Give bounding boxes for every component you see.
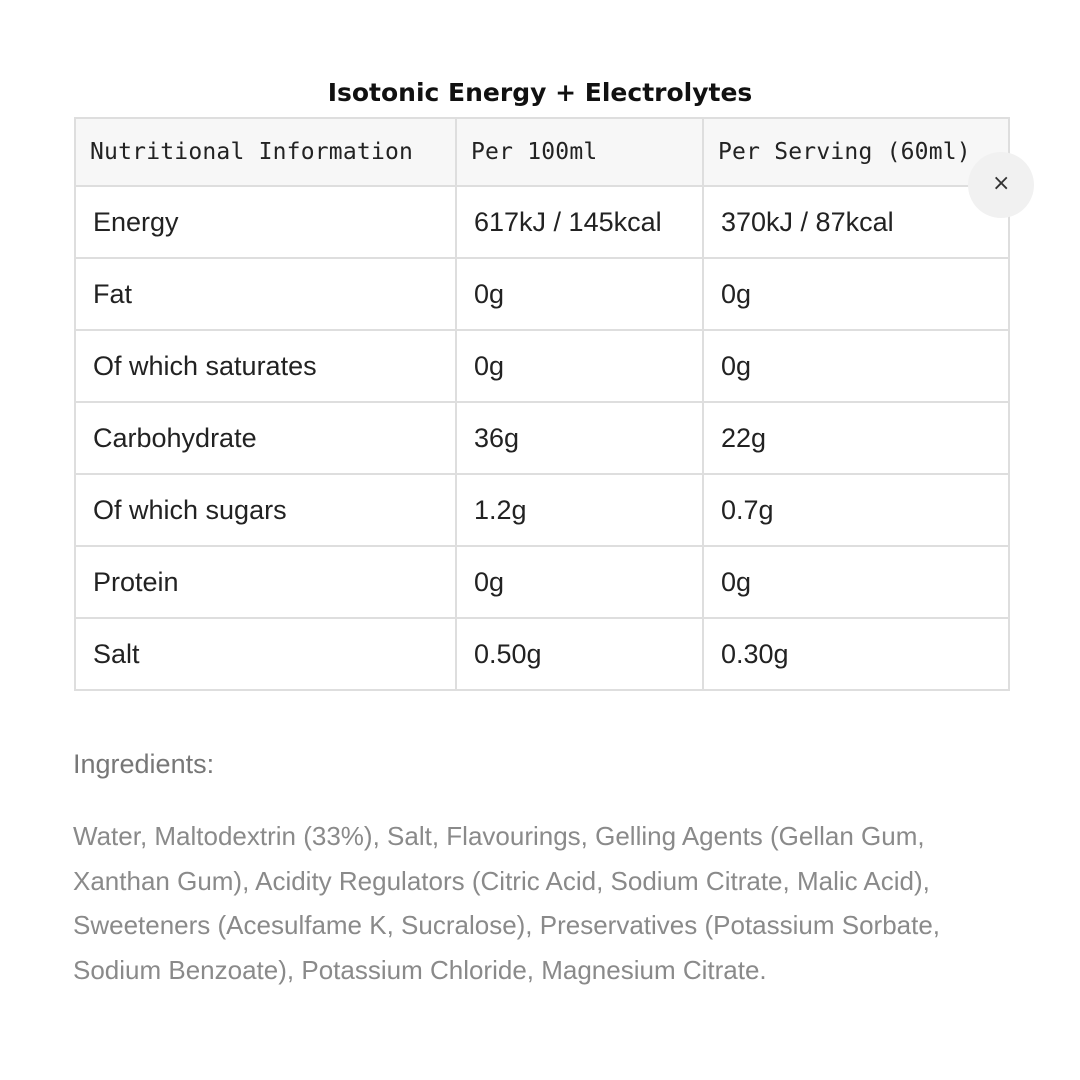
nutrition-table xyxy=(74,117,1010,691)
per-100ml-value: 36g xyxy=(456,402,703,474)
column-header-per-serving: Per Serving (60ml) xyxy=(703,118,1009,186)
table-row xyxy=(75,258,1009,330)
per-serving-value: 0.30g xyxy=(703,618,1009,690)
nutrient-name: Protein xyxy=(75,546,456,618)
table-row xyxy=(75,618,1009,690)
table-row xyxy=(75,330,1009,402)
nutrition-table-container xyxy=(74,117,1011,691)
close-button[interactable] xyxy=(968,152,1011,218)
per-serving-value: 0.7g xyxy=(703,474,1009,546)
column-header-per-100ml: Per 100ml xyxy=(456,118,703,186)
nutrient-name: Of which sugars xyxy=(75,474,456,546)
ingredients-text: Water, Maltodextrin (33%), Salt, Flavourings, Gelling Agents (Gellan Gum, Xanthan Gum), Acidity Regulators (Citric Acid, Sodium Citrate, Malic Acid), Sweeteners (Acesulfame K, Sucralose), Preservatives (Potassium Sorbate, Sodium Benzoate), Potassium Chloride, Magnesium Citrate. xyxy=(73,821,941,985)
per-serving-value: 22g xyxy=(703,402,1009,474)
nutrient-name: Energy xyxy=(75,186,456,258)
nutrient-name: Of which saturates xyxy=(75,330,456,402)
table-row xyxy=(75,186,1009,258)
per-100ml-value: 0g xyxy=(456,546,703,618)
ingredients-heading: Ingredients: xyxy=(73,749,215,779)
page-title: Isotonic Energy + Electrolytes xyxy=(327,78,753,107)
per-serving-value: 370kJ / 87kcal xyxy=(703,186,1009,258)
per-100ml-value: 0g xyxy=(456,330,703,402)
nutrient-name: Fat xyxy=(75,258,456,330)
table-header-row xyxy=(75,118,1009,186)
nutrient-name: Carbohydrate xyxy=(75,402,456,474)
table-row xyxy=(75,474,1009,546)
per-100ml-value: 1.2g xyxy=(456,474,703,546)
table-row xyxy=(75,546,1009,618)
nutrient-name: Salt xyxy=(75,618,456,690)
table-row xyxy=(75,402,1009,474)
per-100ml-value: 617kJ / 145kcal xyxy=(456,186,703,258)
per-serving-value: 0g xyxy=(703,258,1009,330)
close-icon: × xyxy=(992,171,1011,196)
column-header-nutritional-information: Nutritional Information xyxy=(75,118,456,186)
per-100ml-value: 0.50g xyxy=(456,618,703,690)
per-serving-value: 0g xyxy=(703,546,1009,618)
per-serving-value: 0g xyxy=(703,330,1009,402)
per-100ml-value: 0g xyxy=(456,258,703,330)
